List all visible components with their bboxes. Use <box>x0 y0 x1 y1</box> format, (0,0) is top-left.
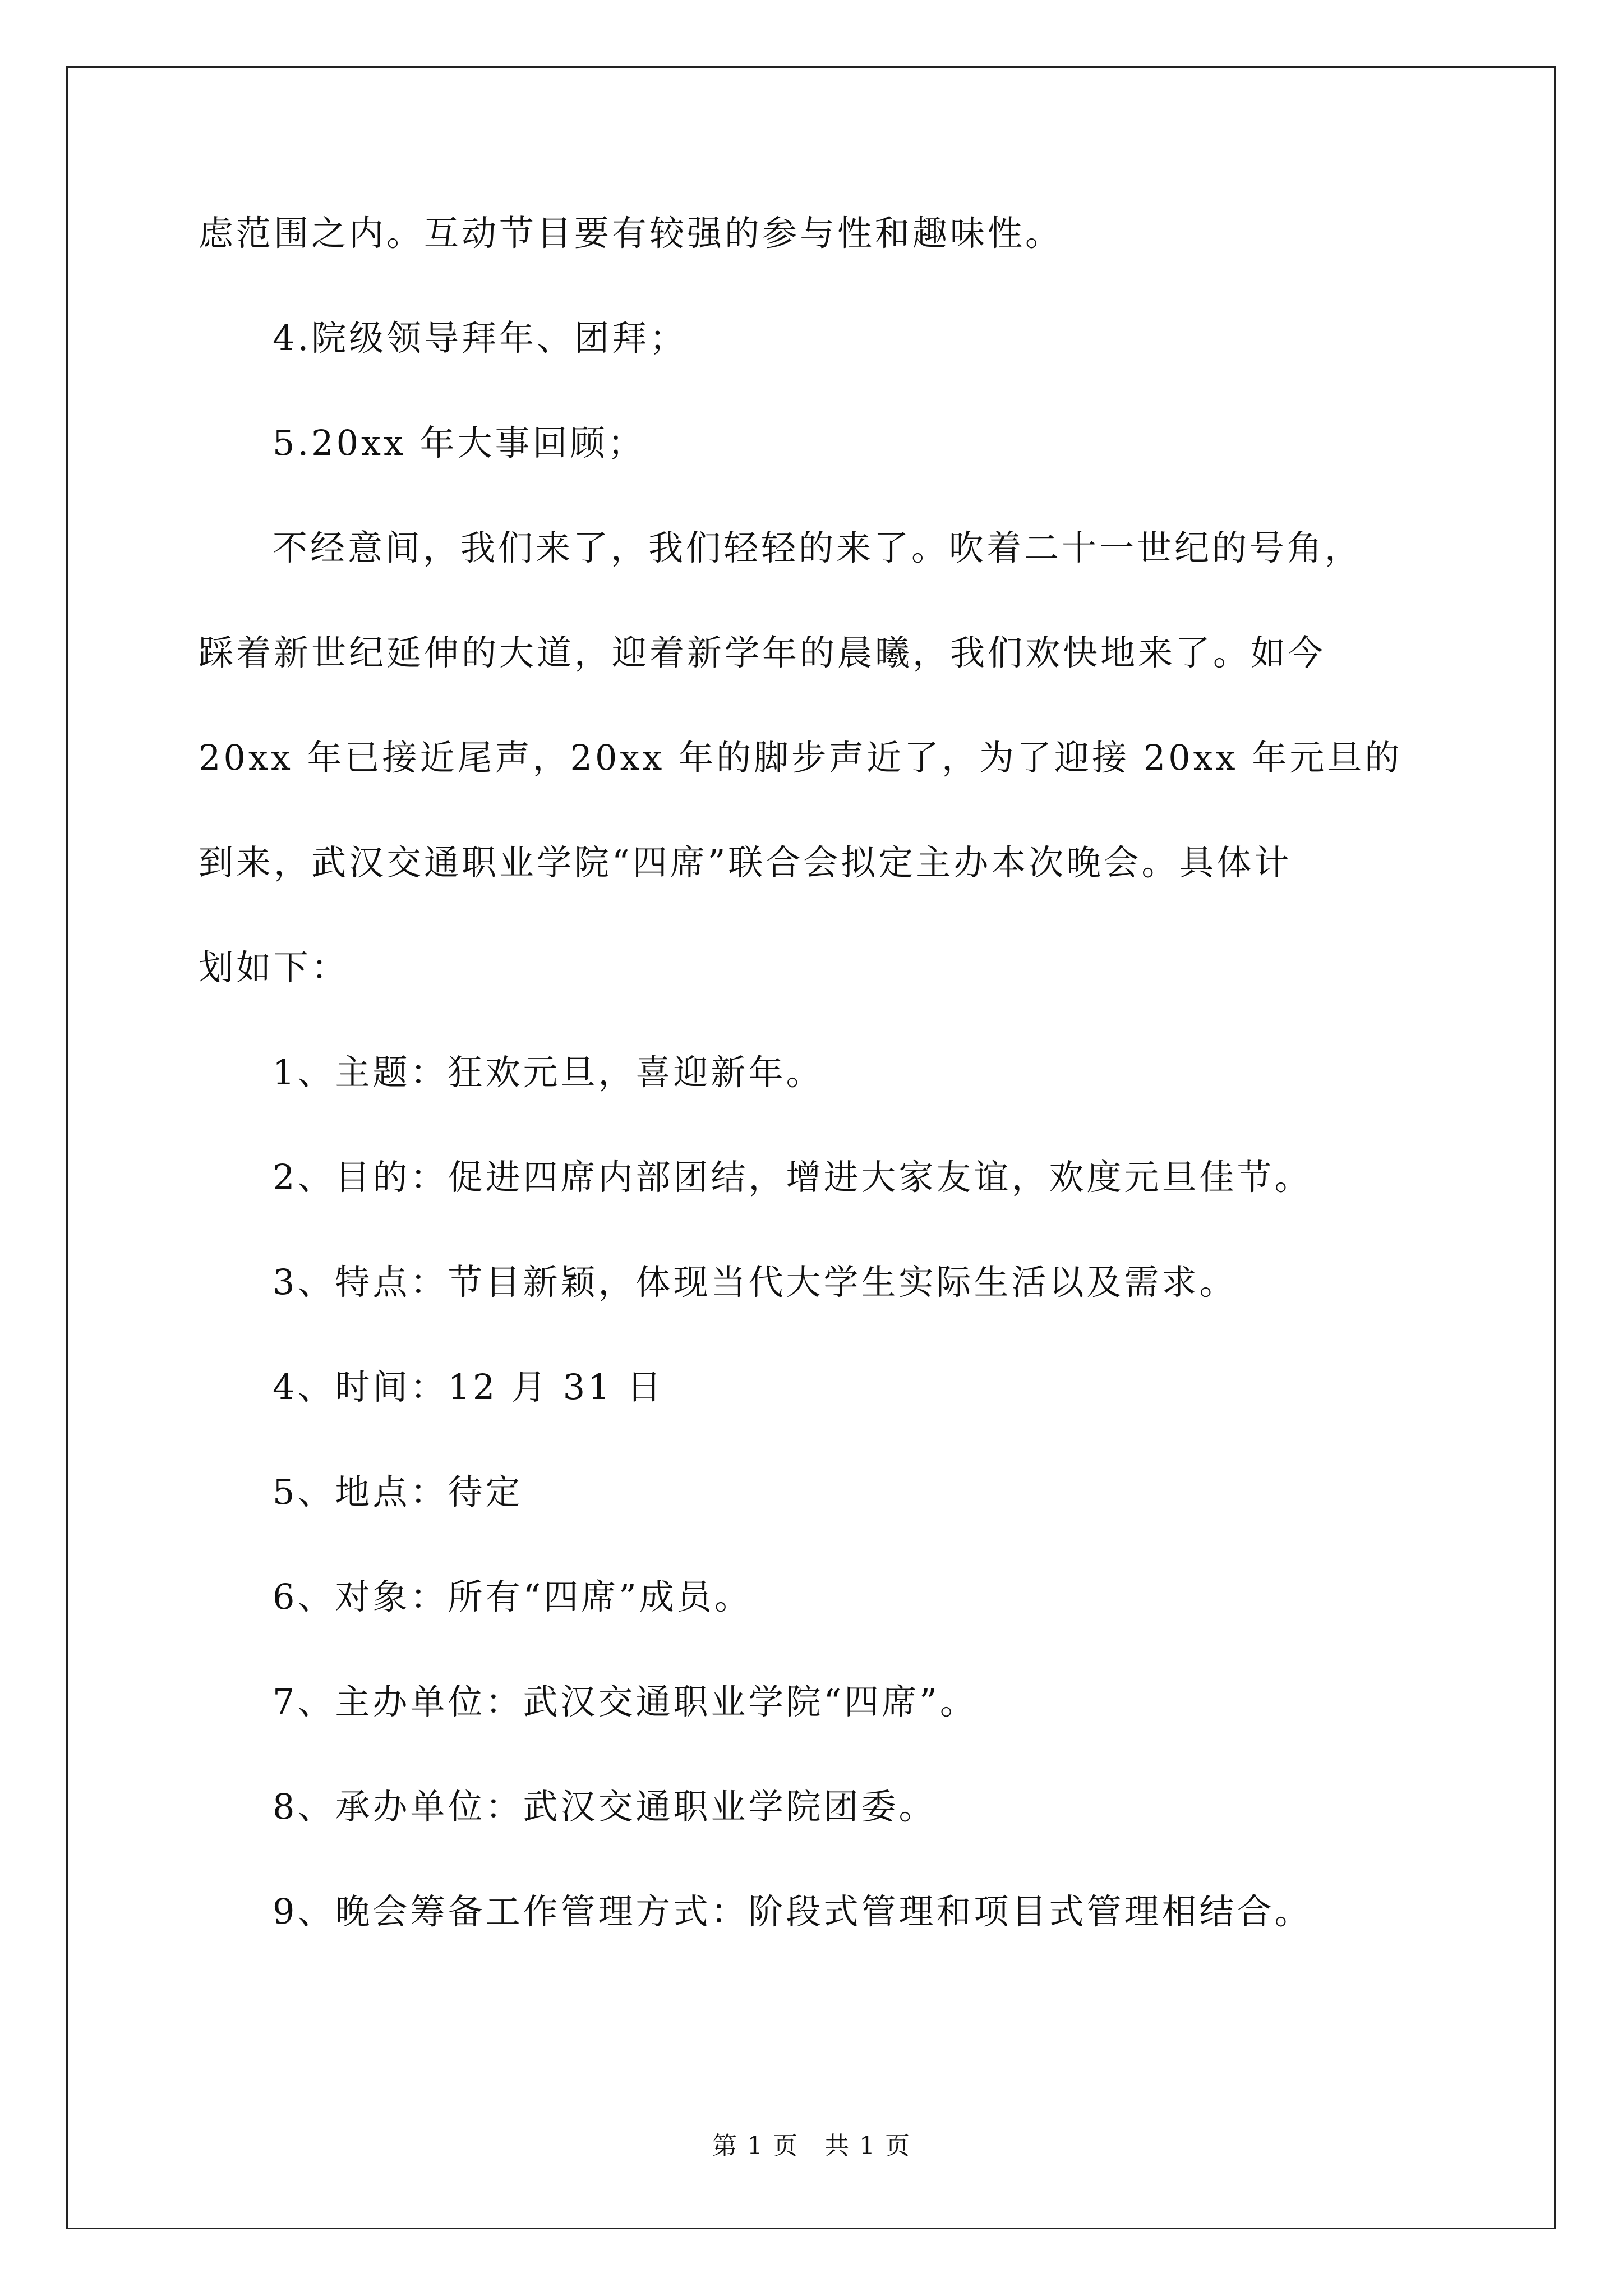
paragraph-line: 不经意间，我们来了，我们轻轻的来了。吹着二十一世纪的号角， <box>273 527 1363 568</box>
list-item: 6、对象：所有“四席”成员。 <box>273 1576 752 1617</box>
list-item: 4、时间：12 月 31 日 <box>273 1366 665 1407</box>
list-item: 1、主题：狂欢元旦，喜迎新年。 <box>273 1052 824 1093</box>
paragraph-line: 踩着新世纪延伸的大道，迎着新学年的晨曦，我们欢快地来了。如今 <box>199 632 1326 673</box>
page-number-footer: 第 1 页 共 1 页 <box>712 2132 911 2160</box>
paragraph-line: 20xx 年已接近尾声，20xx 年的脚步声近了，为了迎接 20xx 年元旦的 <box>199 737 1403 778</box>
list-item: 3、特点：节目新颖，体现当代大学生实际生活以及需求。 <box>273 1262 1237 1303</box>
document-body <box>199 208 1477 1938</box>
paragraph-line: 到来，武汉交通职业学院“四席”联合会拟定主办本次晚会。具体计 <box>199 842 1292 883</box>
paragraph-line: 划如下： <box>199 947 349 988</box>
list-item: 7、主办单位：武汉交通职业学院“四席”。 <box>273 1681 978 1722</box>
paragraph-line: 4.院级领导拜年、团拜； <box>273 318 688 358</box>
list-item: 9、晚会筹备工作管理方式：阶段式管理和项目式管理相结合。 <box>273 1891 1312 1932</box>
list-item: 2、目的：促进四席内部团结，增进大家友谊，欢度元旦佳节。 <box>273 1157 1312 1198</box>
list-item: 8、承办单位：武汉交通职业学院团委。 <box>273 1786 937 1827</box>
paragraph-line: 虑范围之内。互动节目要有较强的参与性和趣味性。 <box>199 213 1063 254</box>
paragraph-line: 5.20xx 年大事回顾； <box>273 422 645 463</box>
list-item: 5、地点：待定 <box>273 1471 523 1512</box>
